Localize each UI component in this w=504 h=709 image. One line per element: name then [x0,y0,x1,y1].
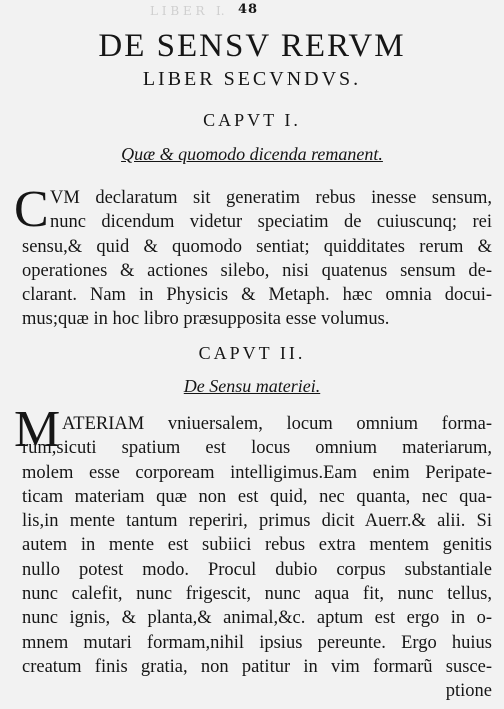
text-line: clarant. Nam in Physicis & Metaph. hæc omnia docui- [22,285,492,306]
chapter-1-label: CAPVT I. [203,110,301,130]
chapter-1-heading [0,144,504,165]
text-line: nunc ignis, & planta,& animal,&c. aptum est ergo in o- [22,608,492,629]
text-line: creatum finis gratia, non patitur in vim formarũ susce- [22,656,492,677]
text-line: lis,in mente tantum reperiri, primus dicit Auerr.& alii. Si [22,511,492,532]
book-subtitle: LIBER SECVNDVS. [142,68,362,90]
text-line: rum,sicuti spatium est locus omnium materiarum, [22,438,492,459]
text-line: nunc calefit, nunc frigescit, nunc aqua fit, nunc tellus, [22,584,492,605]
text-line: VM declaratum sit generatim rebus inesse sensum, [50,188,492,208]
text-line: ATERIAM vniuersalem, locum omnium forma- [62,414,492,434]
chapter-1-initial: C [14,181,49,238]
chapter-2-initial: M [14,401,61,458]
chapter-1-body-cont [22,235,492,332]
text-line: operationes & actiones silebo, nisi quatenus sensum de- [22,260,492,281]
text-line: sensu,& quid & quomodo sentiat; quidditates rerum & [22,236,492,257]
text-line: nunc dicendum videtur speciatim de cuiuscunq; rei [50,212,492,233]
text-line: mnem mutari formam,nihil ipsius pereunte. Ergo huius [22,632,492,653]
chapter-2-body-cont [22,436,492,703]
page-number: 48 [238,2,259,17]
chapter-1-heading-text: Quæ & quomodo dicenda remanent. [121,144,383,164]
chapter-2-heading [0,376,504,397]
chapter-1-body [50,186,492,235]
chapter-2-heading-text: De Sensu materiei. [183,376,321,396]
book-title: DE SENSV RERVM [98,28,406,64]
chapter-2-body [62,412,492,436]
text-line: mus;quæ in hoc libro præsupposita esse volumus. [22,309,390,330]
text-line: molem esse corpoream intelligimus.Eam enim Peripate- [22,462,492,483]
text-line: ticam materiam quæ non est quid, nec quanta, nec qua- [22,486,492,507]
text-line: nullo potest modo. Procul dubio corpus substantiale [22,559,492,580]
bleed-through-text: L I B E R I. [150,4,225,18]
text-line: autem in mente est subiici rebus extra mentem genitis [22,535,492,556]
catchword: ptione [445,681,492,702]
chapter-2-label: CAPVT II. [198,343,306,363]
